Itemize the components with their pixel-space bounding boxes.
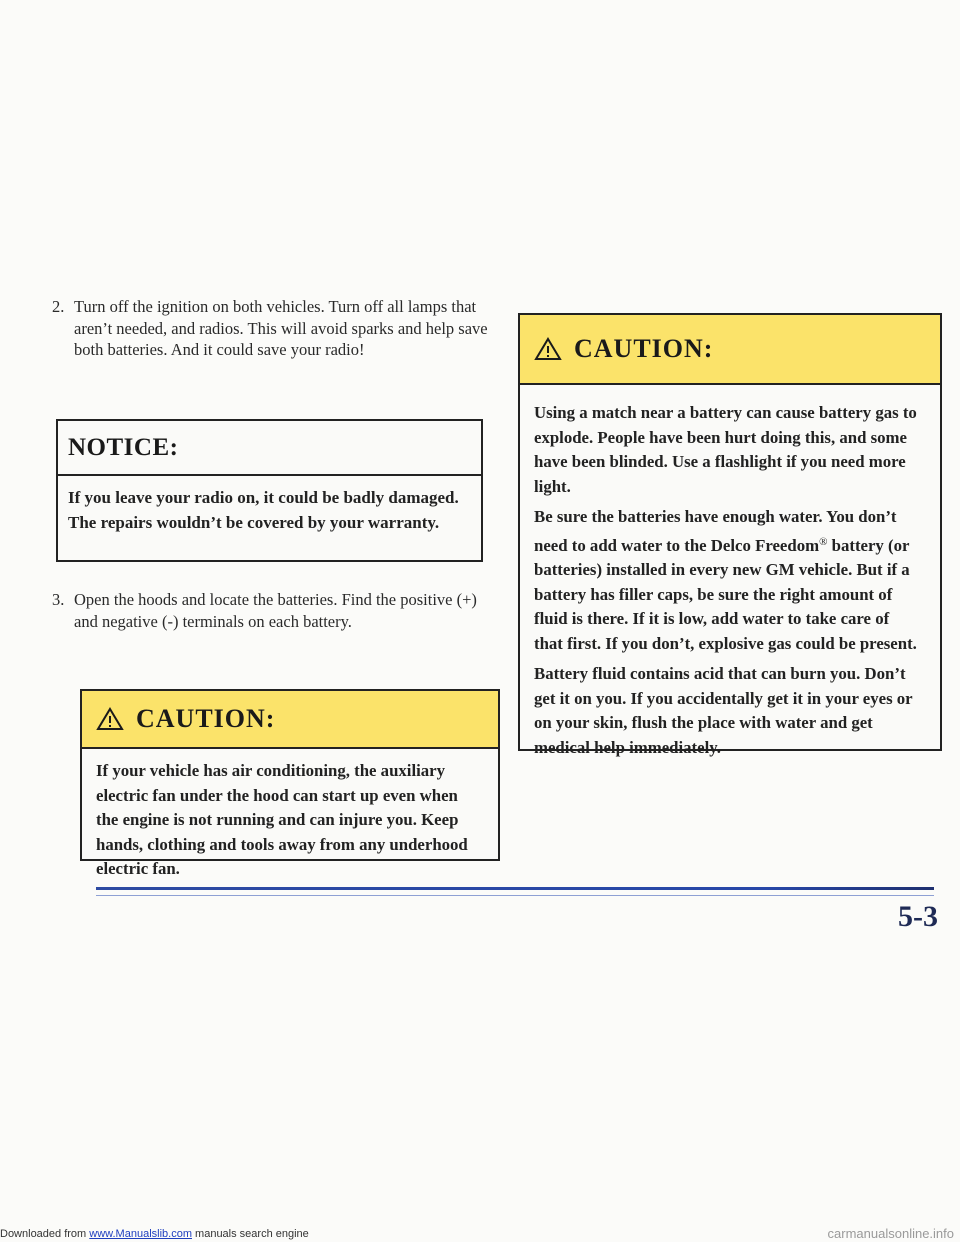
caution-header [82,691,498,749]
watermark-brand: carmanualsonline.info [827,1226,954,1241]
page-number: 5-3 [898,900,938,933]
caution-text: Be sure the batteries have enough water. You don’t need to add water to the Delco Freedom [534,507,897,555]
caution-heading: CAUTION: [574,334,714,363]
caution-text: battery (or batteries) installed in every new GM vehicle. But if a battery has filler caps, be sure the right amount of fluid is there. If it is low, add water to take care of that first. If you don’t, explosive gas could be present. [534,535,917,653]
notice-heading: NOTICE: [68,433,179,461]
registered-mark: ® [819,535,828,548]
notice-body: If you leave your radio on, it could be badly damaged. The repairs wouldn’t be covered by your warranty. [68,488,459,532]
caution-header [520,315,940,385]
page-rule [96,887,934,890]
footer [0,1226,960,1242]
notice-box [56,419,483,562]
caution-heading: CAUTION: [136,704,276,733]
step-text: Open the hoods and locate the batteries. Find the positive (+) and negative (-) terminals on each battery. [74,590,477,631]
credit-prefix: Downloaded from [0,1228,90,1240]
manualslib-link[interactable]: www.Manualslib.com [89,1228,192,1240]
caution-paragraph-match: Using a match near a battery can cause battery gas to explode. People have been hurt doing this, and some have been blinded. Use a flashlight if you need more light. [534,403,917,496]
page-rule-thin [96,895,934,896]
step-number: 3. [52,590,65,609]
warning-triangle-icon [534,337,562,361]
notice-header [58,421,481,476]
step-number: 2. [52,297,65,316]
caution-body [520,385,940,760]
caution-body: If your vehicle has air conditioning, the auxiliary electric fan under the hood can start up even when the engine is not running and can injure you. Keep hands, clothing and tools away from any underhood electric fan. [96,761,468,878]
download-credit [0,1228,309,1240]
step-2 [52,296,492,361]
caution-paragraph-water [534,505,922,656]
credit-suffix: manuals search engine [191,1228,309,1240]
warning-triangle-icon [96,707,124,731]
caution-paragraph-acid: Battery fluid contains acid that can burn you. Don’t get it on you. If you accidentally get it in your eyes or on your skin, flush the place with water and get medical help immediately. [534,664,913,757]
caution-box-fan [80,689,500,878]
step-text: Turn off the ignition on both vehicles. Turn off all lamps that aren’t needed, and radios. This will avoid sparks and help save both batteries. And it could save your radio! [74,297,488,359]
caution-box-battery [518,313,942,757]
step-3 [52,589,492,632]
